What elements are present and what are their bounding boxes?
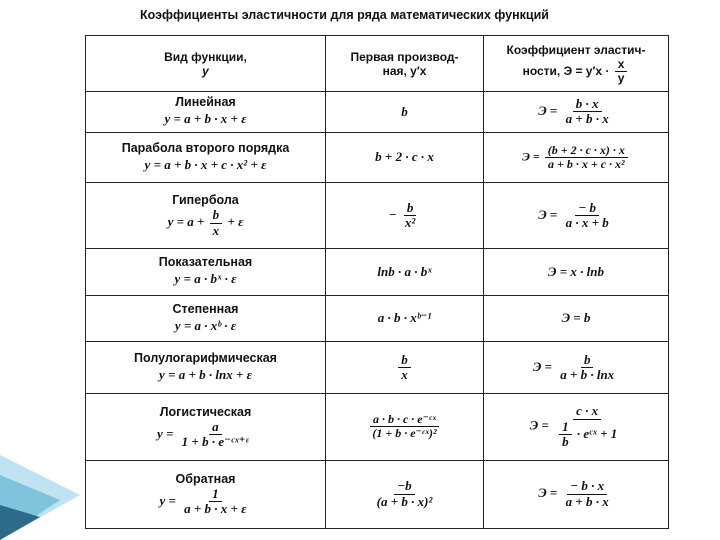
table-row <box>86 182 669 248</box>
elasticity-fraction <box>545 144 628 171</box>
header-col3-line1: Коэффициент эластич- <box>506 43 646 58</box>
table-row <box>86 460 669 528</box>
nested-fraction <box>559 420 572 450</box>
row-elasticity-cell <box>484 394 669 460</box>
function-den: a + b · x + ε <box>184 501 247 517</box>
table-row <box>86 249 669 295</box>
elasticity-formula <box>533 353 619 383</box>
function-name: Логистическая <box>159 404 252 419</box>
header-function-type <box>86 36 326 92</box>
function-name: Гипербола <box>172 193 239 208</box>
elasticity-fraction <box>557 353 617 383</box>
page-title: Коэффициенты эластичности для ряда математических функций <box>140 8 549 22</box>
elasticity-formula <box>538 479 614 509</box>
function-formula <box>159 487 251 517</box>
header-derivative <box>326 36 484 92</box>
elasticity-den: a + b · x + c · x² <box>548 156 625 171</box>
derivative-num: −b <box>394 479 414 494</box>
function-num: b <box>210 208 223 223</box>
elasticity-prefix: Э = <box>529 417 549 433</box>
table-row <box>86 394 669 460</box>
header-col3-lead: ности, Э = y′x · <box>522 63 610 78</box>
derivative-fraction <box>374 479 436 509</box>
header-col2-line2: ная, y′x <box>382 63 427 78</box>
elasticity-den: a + b · x <box>565 111 609 127</box>
table-row <box>86 295 669 341</box>
elasticity-den: a · x + b <box>565 215 609 231</box>
function-formula: y = a + b · x + ε <box>164 111 247 127</box>
row-function-cell <box>86 182 326 248</box>
elasticity-table <box>85 35 669 529</box>
function-den: x <box>212 222 220 238</box>
derivative-formula <box>389 201 421 231</box>
row-derivative-cell <box>326 249 484 295</box>
header-col2-line1: Первая производ- <box>350 49 459 64</box>
elasticity-formula: Э = x · lnb <box>548 263 604 279</box>
function-formula: y = a · xᵇ · ε <box>174 317 237 333</box>
elasticity-fraction <box>563 201 612 231</box>
row-elasticity-cell <box>484 182 669 248</box>
function-num: 1 <box>209 487 222 502</box>
header-col3-num: x <box>615 58 628 72</box>
elasticity-num: b <box>581 353 594 368</box>
function-formula: y = a + b · x + c · x² + ε <box>144 156 267 172</box>
elasticity-num: c · x <box>573 404 601 419</box>
row-elasticity-cell <box>484 295 669 341</box>
function-name: Обратная <box>175 471 236 486</box>
elasticity-fraction <box>554 404 620 449</box>
row-function-cell <box>86 341 326 393</box>
function-name: Степенная <box>172 301 239 316</box>
elasticity-num: (b + 2 · c · x) · x <box>545 144 628 158</box>
elasticity-formula <box>538 201 614 231</box>
nested-den: b <box>562 433 569 449</box>
row-derivative-cell <box>326 132 484 182</box>
row-function-cell <box>86 295 326 341</box>
derivative-formula: b <box>401 103 408 119</box>
row-derivative-cell <box>326 295 484 341</box>
row-elasticity-cell <box>484 132 669 182</box>
function-prefix: y = <box>159 492 176 508</box>
derivative-den: x <box>401 366 408 382</box>
header-col1-line2: y <box>202 63 209 78</box>
table-header-row <box>86 36 669 92</box>
elasticity-formula <box>522 144 630 171</box>
header-col1-line1: Вид функции, <box>164 49 247 64</box>
row-elasticity-cell <box>484 249 669 295</box>
function-name: Показательная <box>158 255 253 270</box>
row-function-cell <box>86 249 326 295</box>
function-fraction <box>179 420 252 450</box>
function-prefix: y = a + <box>167 214 205 230</box>
derivative-fraction <box>398 353 411 383</box>
elasticity-den <box>554 420 620 450</box>
row-function-cell <box>86 460 326 528</box>
row-derivative-cell <box>326 92 484 132</box>
derivative-num: b <box>398 353 411 368</box>
derivative-prefix: − <box>388 206 397 222</box>
row-derivative-cell <box>326 182 484 248</box>
function-formula <box>168 208 244 238</box>
derivative-num: b <box>404 201 417 216</box>
derivative-den: x² <box>404 215 416 231</box>
table-row <box>86 341 669 393</box>
elasticity-prefix: Э = <box>532 358 552 374</box>
function-name: Полулогарифмическая <box>134 350 277 365</box>
derivative-formula: b + 2 · c · x <box>375 149 434 165</box>
derivative-formula: a · b · xᵇ⁻¹ <box>377 310 432 326</box>
derivative-formula <box>396 353 413 383</box>
row-elasticity-cell <box>484 92 669 132</box>
function-name: Линейная <box>175 95 236 110</box>
derivative-den: (1 + b · e⁻ᶜˣ)² <box>372 426 437 441</box>
elasticity-prefix: Э = <box>538 485 558 501</box>
elasticity-formula <box>538 97 614 127</box>
elasticity-fraction <box>563 97 612 127</box>
table-row <box>86 92 669 132</box>
function-den: 1 + b · e⁻ᶜˣ⁺ᵋ <box>181 433 250 449</box>
row-derivative-cell <box>326 460 484 528</box>
derivative-num: a · b · c · e⁻ᶜˣ <box>370 413 439 427</box>
function-num: a <box>209 420 222 435</box>
elasticity-prefix: Э = <box>538 206 558 222</box>
row-elasticity-cell <box>484 460 669 528</box>
row-derivative-cell <box>326 394 484 460</box>
function-prefix: y = <box>156 425 174 441</box>
header-col3-line2 <box>487 58 665 85</box>
function-fraction <box>181 487 249 517</box>
function-fraction <box>210 208 223 238</box>
function-suffix: + ε <box>227 214 244 230</box>
derivative-fraction <box>402 201 418 231</box>
elasticity-prefix: Э = <box>522 148 540 163</box>
row-function-cell <box>86 132 326 182</box>
function-formula: y = a · bˣ · ε <box>174 271 237 287</box>
slide-arrow-icon <box>0 455 80 540</box>
elasticity-num: b · x <box>573 97 602 112</box>
elasticity-formula <box>530 404 623 449</box>
elasticity-prefix: Э = <box>538 102 558 118</box>
derivative-formula <box>372 479 438 509</box>
derivative-formula: lnb · a · bˣ <box>377 263 432 279</box>
row-derivative-cell <box>326 341 484 393</box>
nested-tail: · eᶜˣ + 1 <box>576 425 618 441</box>
header-elasticity <box>484 36 669 92</box>
header-col3-den: y <box>617 71 625 86</box>
row-function-cell <box>86 92 326 132</box>
derivative-fraction <box>369 413 439 440</box>
row-elasticity-cell <box>484 341 669 393</box>
elasticity-fraction <box>563 479 612 509</box>
elasticity-num: − b · x <box>567 479 607 494</box>
function-formula: y = a + b · lnx + ε <box>159 366 252 382</box>
elasticity-den: a + b · x <box>565 493 609 509</box>
elasticity-num: − b <box>575 201 599 216</box>
header-col3-fraction <box>615 58 628 85</box>
table-row <box>86 132 669 182</box>
elasticity-den: a + b · lnx <box>560 366 615 382</box>
function-formula <box>157 420 254 450</box>
nested-num: 1 <box>559 420 572 435</box>
derivative-formula <box>367 413 441 440</box>
function-name: Парабола второго порядка <box>121 140 290 155</box>
derivative-den: (a + b · x)² <box>376 493 433 509</box>
elasticity-formula: Э = b <box>561 310 591 326</box>
row-function-cell <box>86 394 326 460</box>
